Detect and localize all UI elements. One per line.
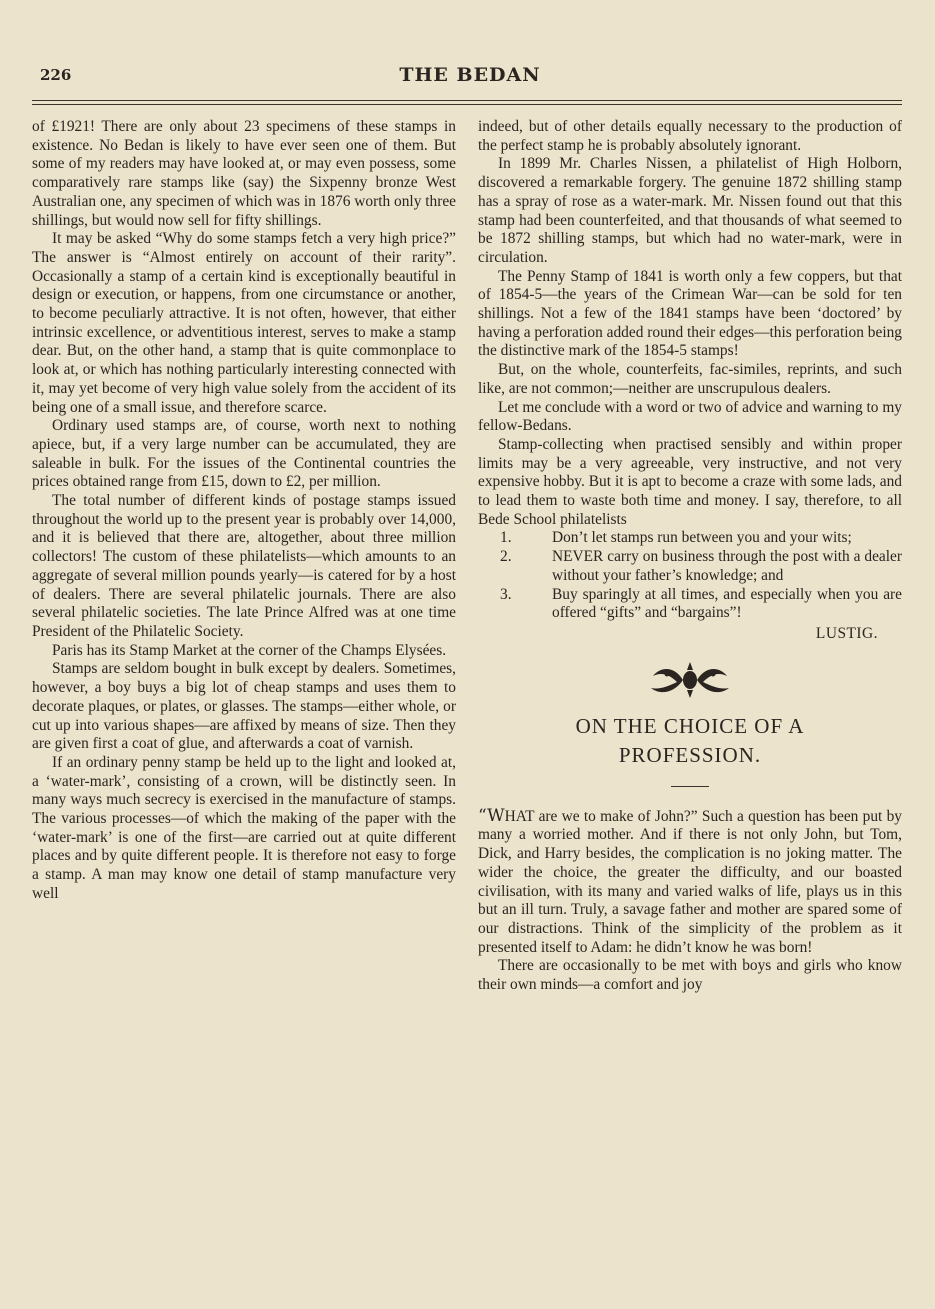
author-signature: LUSTIG. <box>815 624 878 642</box>
floral-ornament-icon <box>647 660 733 700</box>
list-number: 1. <box>500 529 512 547</box>
list-item <box>478 548 902 585</box>
right-column <box>478 118 902 995</box>
page-number: 226 <box>40 66 72 84</box>
header-rule-thin <box>32 104 902 105</box>
article-title-line: ON THE CHOICE OF A <box>575 713 805 738</box>
list-number: 3. <box>500 585 512 603</box>
header-rule-thick <box>32 100 902 101</box>
list-text: Buy sparingly at all times, and especially when you are offered “gifts” and “bargains”! <box>552 585 902 622</box>
paragraph: If an ordinary penny stamp be held up to the light and looked at, a ‘water-mark’, consisting of a crown, will be distinctly seen. In many ways much secrecy is exercised in the manufacture of stamps. The various processes—of which the making of the paper with the ‘water-mark’ is one of the first—are carried out at quite different places and by quite different people. It is therefore not easy to forge a stamp. A man may know one detail of stamp manufacture very well <box>32 753 456 902</box>
page-header <box>40 66 900 92</box>
list-text: NEVER carry on business through the post with a dealer without your father’s knowledge; and <box>552 548 902 584</box>
paragraph: Ordinary used stamps are, of course, worth next to nothing apiece, but, if a very large number can be accumulated, they are saleable in bulk. For the issues of the Continental countries the prices obtained range from £15, down to £2, per million. <box>32 417 456 491</box>
paragraph: indeed, but of other details equally necessary to the production of the perfect stamp he is probably absolutely ignorant. <box>478 118 902 154</box>
advice-list <box>478 529 902 623</box>
list-number: 2. <box>500 548 512 566</box>
paragraph: Paris has its Stamp Market at the corner of the Champs Elysées. <box>52 641 447 659</box>
lead-text: HAT are we to make of John?” Such a question has been put by many a worried mother. And if there is not only John, but Tom, Dick, and Harry besides, the complication is no joking matter. The wider the choice, the greater the difficulty, and our boasted civilisation, with its many and varied walks of life, plays us in this but an ill turn. Truly, a savage father and mother are spared some of our distractions. Think of the simplicity of the problem as it presented itself to Adam: he didn’t know he was born! <box>478 807 902 956</box>
paragraph: The Penny Stamp of 1841 is worth only a few coppers, but that of 1854-5—the years of the Crimean War—can be sold for ten shillings. Not a few of the 1841 stamps have been ‘doctored’ by having a perforation added round their edges—this perforation being the distinctive mark of the 1854-5 stamps! <box>478 267 902 360</box>
paragraph: of £1921! There are only about 23 specimens of these stamps in existence. No Bedan is likely to have ever seen one of them. But some of my readers may have looked at, or may even possess, some comparatively rare stamps like (say) the Sixpenny bronze West Australian one, any specimen of which was in 1876 worth only three shillings, but would now sell for fifty shillings. <box>32 118 456 229</box>
paragraph: Stamp-collecting when practised sensibly and within proper limits may be a very agreeable, very instructive, and not very expensive hobby. But it is apt to become a craze with some lads, and to lead them to waste both time and money. I say, therefore, to all Bede School philatelists <box>478 435 902 528</box>
running-title: THE BEDAN <box>399 64 541 86</box>
paragraph: Let me conclude with a word or two of advice and warning to my fellow-Bedans. <box>478 398 902 435</box>
paragraph: In 1899 Mr. Charles Nissen, a philatelist of High Holborn, discovered a remarkable forgery. The genuine 1872 shilling stamp has a spray of rose as a water-mark. Mr. Nissen found out that this stamp had been counterfeited, and that thousands of what seemed to be 1872 shilling stamps, but which had no water-mark, were in circulation. <box>478 155 902 266</box>
article-title <box>478 712 902 770</box>
list-item <box>478 529 902 548</box>
paragraph: The total number of different kinds of postage stamps issued throughout the world up to the present year is probably over 14,000, and it is believed that there are, altogether, about three million collectors! The custom of these philatelists—which amounts to an aggregate of several million pounds yearly—is catered for by a host of dealers. There are several philatelic journals. There are also several philatelic societies. The late Prince Alfred was at one time President of the Philatelic Society. <box>32 492 456 640</box>
paragraph: Stamps are seldom bought in bulk except by dealers. Sometimes, however, a boy buys a big lot of cheap stamps and uses them to decorate plaques, or plates, or glasses. The stamps—either whole, or cut up into various shapes—are affixed by means of size. Then they are given first a coat of glue, and afterwards a coat of varnish. <box>32 660 456 753</box>
title-divider <box>671 786 709 787</box>
left-column <box>32 118 456 904</box>
paragraph: But, on the whole, counterfeits, fac-similes, reprints, and such like, are not common;—neither are unscrupulous dealers. <box>478 361 902 397</box>
paragraph: It may be asked “Why do some stamps fetch a very high price?” The answer is “Almost entirely on account of their rarity”. Occasionally a stamp of a certain kind is exceptionally beautiful in design or execution, or happens, from one circumstance or another, to become peculiarly attractive. It is not often, however, that either intrinsic excellence, or adventitious interest, serves to make a stamp dear. But, on the other hand, a stamp that is quite commonplace to look at, or which has nothing particularly interesting connected with it, may yet become of very high value solely from the accident of its being one of a small issue, and therefore scarce. <box>32 230 456 416</box>
drop-cap: “W <box>478 805 505 826</box>
article-lead-paragraph <box>478 807 902 958</box>
article-title-line: PROFESSION. <box>618 742 762 767</box>
list-text: Don’t let stamps run between you and your wits; <box>552 529 852 547</box>
paragraph: There are occasionally to be met with boys and girls who know their own minds—a comfort and joy <box>478 957 902 994</box>
list-item <box>478 586 902 623</box>
